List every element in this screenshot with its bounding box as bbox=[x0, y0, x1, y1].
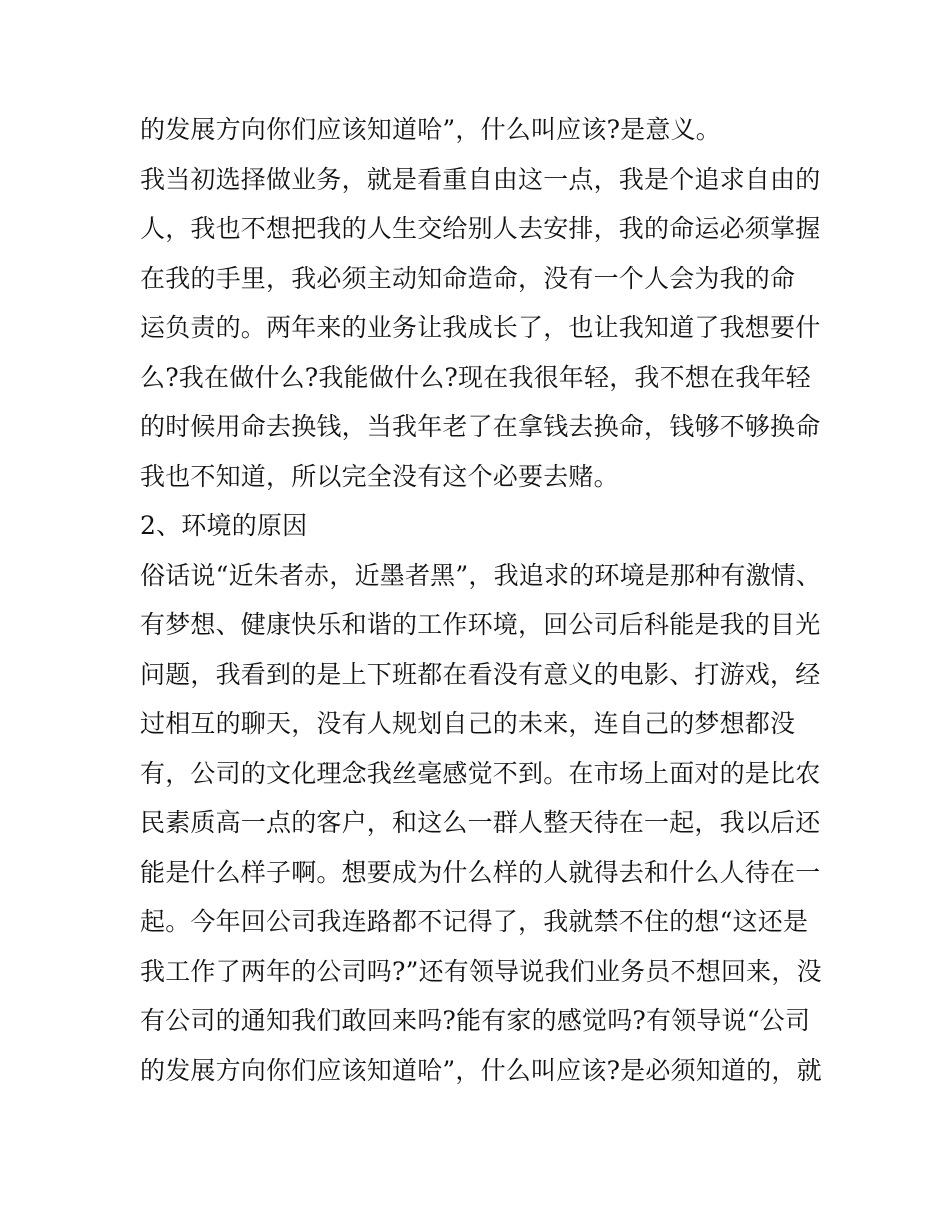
text-line: 起。今年回公司我连路都不记得了，我就禁不住的想“这还是 bbox=[140, 907, 809, 936]
text-line: 有，公司的文化理念我丝毫感觉不到。在市场上面对的是比农 bbox=[140, 758, 821, 788]
text-line: 在我的手里，我必须主动知命造命，没有一个人会为我的命 bbox=[140, 263, 796, 293]
text-line: 的发展方向你们应该知道哈”，什么叫应该?是意义。 bbox=[140, 115, 721, 144]
document-body bbox=[140, 105, 820, 1095]
text-line: 俗话说“近朱者赤，近墨者黑”，我追求的环境是那种有激情、 bbox=[140, 560, 822, 590]
text-line: 有梦想、健康快乐和谐的工作环境，回公司后科能是我的目光 bbox=[140, 610, 821, 639]
text-line: 民素质高一点的客户，和这么一群人整天待在一起，我以后还 bbox=[140, 808, 821, 837]
text-line: 人，我也不想把我的人生交给别人去安排，我的命运必须掌握 bbox=[140, 214, 821, 243]
text-line: 的发展方向你们应该知道哈”，什么叫应该?是必须知道的，就 bbox=[140, 1055, 822, 1085]
text-line: 我也不知道，所以完全没有这个必要去赌。 bbox=[140, 461, 619, 491]
text-line: 运负责的。两年来的业务让我成长了，也让我知道了我想要什 bbox=[140, 313, 821, 342]
text-line: 的时候用命去换钱，当我年老了在拿钱去换命，钱够不够换命 bbox=[140, 412, 821, 441]
text-line: 能是什么样子啊。想要成为什么样的人就得去和什么人待在一 bbox=[140, 857, 821, 887]
text-line: 过相互的聊天，没有人规划自己的未来，连自己的梦想都没 bbox=[140, 709, 796, 738]
text-line: 问题，我看到的是上下班都在看没有意义的电影、打游戏，经 bbox=[140, 659, 821, 689]
text-line: 有公司的通知我们敢回来吗?能有家的感觉吗?有领导说“公司 bbox=[140, 1006, 811, 1035]
section-heading: 2、环境的原因 bbox=[140, 511, 308, 540]
text-line: 我工作了两年的公司吗?”还有领导说我们业务员不想回来，没 bbox=[140, 956, 822, 986]
text-line: 我当初选择做业务，就是看重自由这一点，我是个追求自由的 bbox=[140, 164, 821, 194]
text-line: 么?我在做什么?我能做什么?现在我很年轻，我不想在我年轻 bbox=[140, 362, 811, 392]
